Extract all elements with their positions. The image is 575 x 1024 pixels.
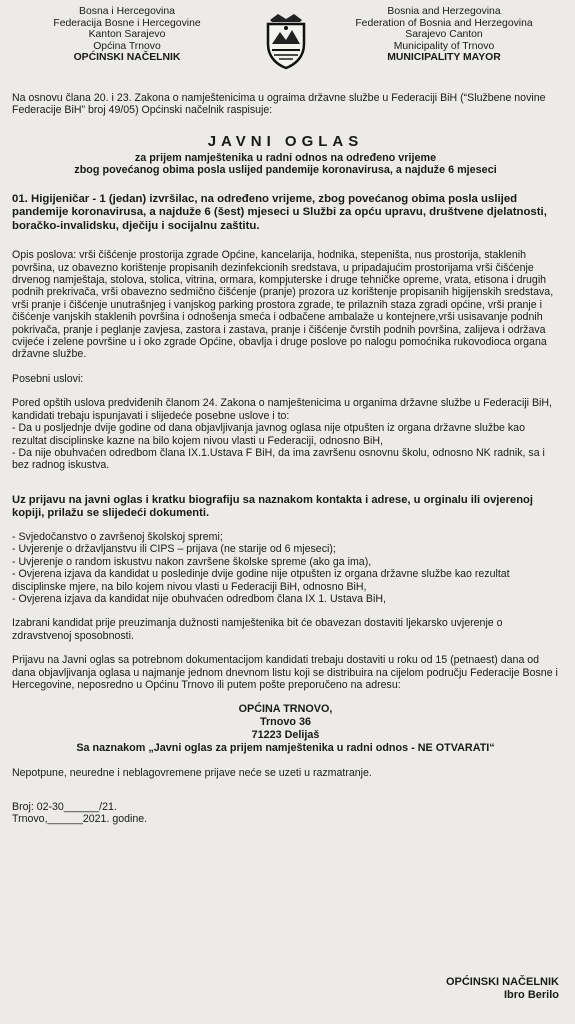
municipality-en: Municipality of Trnovo [393,40,495,52]
list-item: - Da nije obuhvaćen odredbom člana IX.1.Ustava F BiH, da ima završenu osnovnu školu, odnosno NK radnik, sa i bez radnog iskustva. [12,446,545,472]
notice-subtitle-line-2: zbog povećanog obima posla uslijed pandemije koronavirusa, a najduže 6 mjeseci [74,164,497,177]
list-item: - Svjedočanstvo o završenoj školskoj spremi; [12,530,223,543]
notice-title: JAVNI OGLAS [207,132,364,150]
mayor-en: MUNICIPALITY MAYOR [387,52,501,64]
letterhead-left [12,6,242,64]
medical-certificate-note: Izabrani kandidat prije preuzimanja dužnosti namještenika bit će obavezan dostaviti ljekarsko uvjerenje o zdravstvenoj sposobnosti. [12,617,503,642]
municipality-crest-icon [264,10,308,70]
conditions-list [12,422,559,472]
signatory-name: Ibro Berilo [503,989,559,1001]
federation-en: Federation of Bosnia and Herzegovina [355,17,533,29]
place-and-date: Trnovo,______2021. godine. [12,813,148,826]
job-duties: Opis poslova: vrši čišćenje prostorija zgrade Općine, kancelarija, hodnika, stepeništa, nus prostorija, staklenih površina, uz obavezno korištenje propisanih dezinfekcionih sredstava, u pripadajućim prostorijama vrši čišćenje drvenog namještaja, stolova, stolica, vitrina, ormara, kompjuterske i druge tehničke opreme, vrata, etisona i drugih podnih prekrivača, vrši obavezno sedmično čišćenje (pranje) prozora uz korištenje propisanih higijenskih sredstava, vrši pranje i čišćenje unutrašnjeg i vanjskog parking prostora zgrade, te prilaznih staza zgradi općine, vrši pranje i čišćenje vanjskih staklenih površina i odnošenja smeća i odbačene ambalaže u kontejnere,vrši usisavanje podnih pokrivača, pranje i peglanje zavjesa, zastora i zastava, pranje i čišćenje čvrstih podnih površina, zalijeva i održava cvijeće i zelene površine u i oko zgrade Općine, obavlja i druge poslove po nalogu pomoćnika rukovodioca organa državne službe. [12,249,554,361]
intro-paragraph: Na osnovu člana 20. i 23. Zakona o namještenicima u ograima državne službe u Federaciji BiH (“Službene novine Federacije BiH” broj 49/05) Općinski načelnik raspisuje: [12,92,546,117]
list-item: - Uvjerenje o državljanstvu ili CIPS – prijava (ne starije od 6 mjeseci); [12,543,336,556]
federation-bs: Federacija Bosne i Hercegovine [53,17,201,29]
country-bs: Bosna i Hercegovina [79,6,175,17]
list-item: - Uvjerenje o random iskustvu nakon završene školske spreme (ako ga ima), [12,555,372,568]
notice-subtitle-line-1: za prijem namještenika u radni odnos na određeno vrijeme [134,151,437,164]
letterhead [12,0,559,82]
canton-en: Sarajevo Canton [405,29,483,41]
general-conditions: Pored opštih uslova predviđenih članom 24. Zakona o namještenicima u organima državne službe u Federaciji BiH, kandidati trebaju ispunjavati i slijedeće posebne uslove i to: [12,397,552,422]
list-item: - Da u posljednje dvije godine od dana objavljivanja javnog oglasa nije otpušten iz organa državne službe kao rezultat disciplinske kazne na bilo kojem nivou vlasti u Federaciji, odnosno BiH, [12,422,525,447]
signatory-title: OPĆINSKI NAČELNIK [445,976,559,988]
special-conditions-heading: Posebni uslovi: [12,372,84,385]
documents-heading: Uz prijavu na javni oglas i kratku biografiju sa naznakom kontakta i adrese, u orginalu ili ovjerenoj kopiji, prilažu se slijedeći dokumenti. [12,493,533,519]
position-description: 01. Higijeničar - 1 (jedan) izvršilac, na određeno vrijeme, zbog povećanog obima posla uslijed pandemije koronavirusa, a najduže 6 (šest) mjeseci u Službi za opću upravu, društvene djelatnosti, boračko-invalidsku, dječiju i socijalnu zaštitu. [12,193,547,232]
list-item: - Ovjerena izjava da kandidat nije obuhvaćen odredbom člana IX 1. Ustava BiH, [12,592,386,605]
letterhead-right [329,6,559,64]
address-line: Trnovo 36 [259,716,311,729]
country-en: Bosnia and Herzegovina [387,6,501,17]
municipality-bs: Općina Trnovo [93,40,161,52]
address-line: 71223 Delijaš [251,728,320,741]
mayor-bs: OPĆINSKI NAČELNIK [73,52,181,64]
envelope-marking: Sa naznakom „Javni oglas za prijem namještenika u radni odnos - NE OTVARATI“ [76,741,495,754]
reference-block [12,801,559,826]
list-item: - Ovjerena izjava da kandidat u posledinje dvije godine nije otpušten iz organa državne službe kao rezultat disciplinske mjere, na bilo kojem nivou vlasti u Federaciji BiH, odnosno BiH, [12,568,510,593]
reference-number: Broj: 02-30______/21. [12,800,117,813]
address-line: OPĆINA TRNOVO, [238,703,333,716]
incomplete-applications-note: Nepotpune, neuredne i neblagovremene prijave neće se uzeti u razmatranje. [12,766,372,779]
postal-address [12,703,559,741]
submission-instructions: Prijavu na Javni oglas sa potrebnom dokumentacijom kandidati trebaju dostaviti u roku od 15 (petnaest) dana od dana objavljivanja oglasa u najmanje jednom dnevnom listu koji se distribuira na cijelom području Federacije Bosne i Hercegovine, neposredno u Općinu Trnovo ili putem pošte preporučeno na adresu: [12,654,558,691]
signature-block [446,976,559,1002]
documents-list [12,531,559,605]
canton-bs: Kanton Sarajevo [88,29,166,41]
